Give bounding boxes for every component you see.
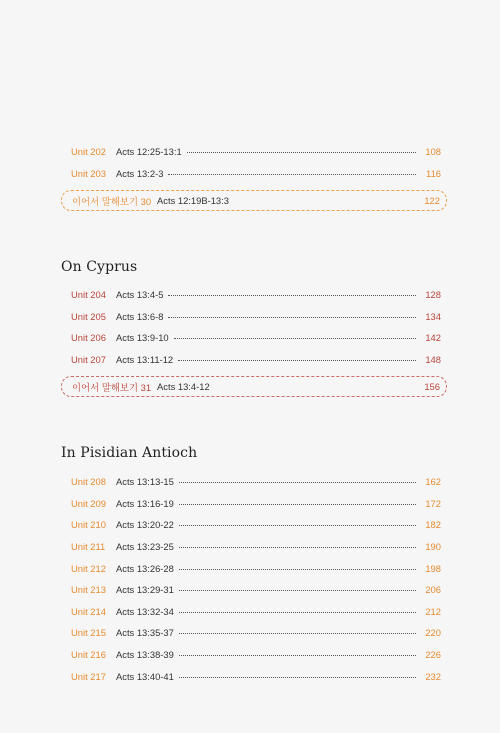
scripture-reference: Acts 13:23-25	[116, 541, 174, 553]
dot-leader	[179, 525, 416, 526]
scripture-reference: Acts 13:2-3	[116, 167, 164, 179]
toc-entry[interactable]	[61, 536, 441, 558]
review-label: 이어서 말해보기 30	[72, 195, 152, 207]
page-number: 122	[424, 195, 440, 206]
dot-leader	[179, 547, 416, 548]
dot-leader	[187, 152, 416, 153]
scripture-reference: Acts 12:25-13:1	[116, 146, 182, 158]
unit-number: Unit 217	[71, 670, 106, 682]
dot-leader	[179, 590, 416, 591]
page-number: 226	[425, 649, 441, 661]
toc-entry[interactable]	[61, 557, 441, 579]
page-number: 172	[425, 497, 441, 509]
unit-number: Unit 206	[71, 332, 106, 344]
scripture-reference: Acts 13:11-12	[116, 354, 174, 366]
unit-number: Unit 211	[71, 541, 106, 553]
dot-leader	[179, 677, 416, 678]
scripture-reference: Acts 13:4-5	[116, 289, 164, 301]
toc-group-antioch	[61, 471, 441, 687]
dot-leader	[179, 504, 416, 505]
page-number: 182	[425, 519, 441, 531]
dot-leader	[179, 612, 416, 613]
page-number: 212	[425, 605, 441, 617]
page-number: 232	[425, 670, 441, 682]
review-label: 이어서 말해보기 31	[72, 381, 152, 393]
scripture-reference: Acts 12:19B-13:3	[157, 195, 229, 206]
page-number: 206	[425, 584, 441, 596]
scripture-reference: Acts 13:40-41	[116, 670, 174, 682]
dot-leader	[178, 360, 416, 361]
page-number: 116	[426, 167, 441, 179]
toc-entry[interactable]	[61, 284, 441, 306]
review-entry[interactable]	[61, 376, 447, 397]
scripture-reference: Acts 13:26-28	[116, 562, 174, 574]
unit-number: Unit 212	[71, 562, 106, 574]
scripture-reference: Acts 13:32-34	[116, 605, 174, 617]
dot-leader	[168, 174, 416, 175]
unit-number: Unit 215	[71, 627, 106, 639]
toc-entry[interactable]	[61, 514, 441, 536]
scripture-reference: Acts 13:20-22	[116, 519, 174, 531]
dot-leader	[179, 655, 416, 656]
unit-number: Unit 204	[71, 289, 106, 301]
unit-number: Unit 202	[71, 146, 106, 158]
scripture-reference: Acts 13:4-12	[157, 381, 210, 392]
unit-number: Unit 213	[71, 584, 106, 596]
page-number: 134	[425, 310, 441, 322]
scripture-reference: Acts 13:38-39	[116, 649, 174, 661]
unit-number: Unit 207	[71, 354, 106, 366]
toc-entry[interactable]	[61, 579, 441, 601]
unit-number: Unit 203	[71, 167, 106, 179]
scripture-reference: Acts 13:35-37	[116, 627, 174, 639]
dot-leader	[174, 338, 416, 339]
dot-leader	[179, 482, 416, 483]
toc-entry[interactable]	[61, 644, 441, 666]
toc-entry[interactable]	[61, 622, 441, 644]
page-number: 128	[425, 289, 441, 301]
toc-group-top	[61, 141, 441, 184]
page-number: 162	[425, 476, 441, 488]
scripture-reference: Acts 13:13-15	[116, 476, 174, 488]
dot-leader	[168, 295, 416, 296]
page-number: 220	[425, 627, 441, 639]
scripture-reference: Acts 13:29-31	[116, 584, 174, 596]
toc-entry[interactable]	[61, 349, 441, 371]
scripture-reference: Acts 13:9-10	[116, 332, 169, 344]
unit-number: Unit 210	[71, 519, 106, 531]
page-number: 108	[425, 146, 441, 158]
scripture-reference: Acts 13:16-19	[116, 497, 174, 509]
unit-number: Unit 214	[71, 605, 106, 617]
toc-entry[interactable]	[61, 471, 441, 493]
toc-entry[interactable]	[61, 163, 441, 185]
section-title: On Cyprus	[61, 259, 138, 275]
toc-group-cyprus	[61, 284, 441, 370]
section-title: In Pisidian Antioch	[61, 445, 198, 461]
toc-entry[interactable]	[61, 306, 441, 328]
page-number: 190	[425, 541, 441, 553]
unit-number: Unit 216	[71, 649, 106, 661]
dot-leader	[179, 569, 416, 570]
toc-entry[interactable]	[61, 601, 441, 623]
page-number: 148	[425, 354, 441, 366]
toc-entry[interactable]	[61, 493, 441, 515]
dot-leader	[179, 633, 416, 634]
unit-number: Unit 208	[71, 476, 106, 488]
unit-number: Unit 205	[71, 310, 106, 322]
unit-number: Unit 209	[71, 497, 106, 509]
review-entry[interactable]	[61, 190, 447, 211]
scripture-reference: Acts 13:6-8	[116, 310, 164, 322]
page-number: 198	[425, 562, 441, 574]
toc-entry[interactable]	[61, 327, 441, 349]
toc-entry[interactable]	[61, 665, 441, 687]
page-number: 142	[425, 332, 441, 344]
page-number: 156	[424, 381, 440, 392]
dot-leader	[168, 317, 416, 318]
toc-entry[interactable]	[61, 141, 441, 163]
